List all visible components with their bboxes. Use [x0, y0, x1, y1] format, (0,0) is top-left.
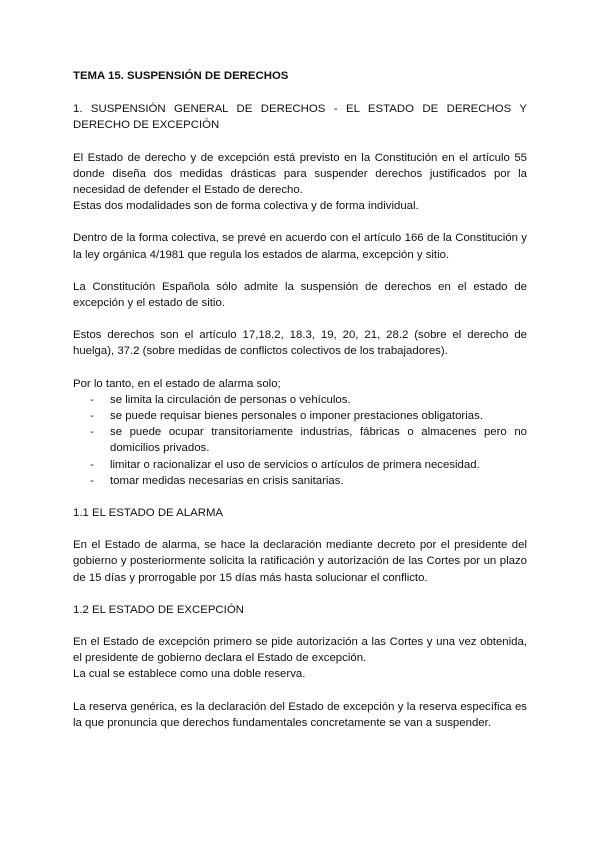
document-title: TEMA 15. SUSPENSIÓN DE DERECHOS — [73, 70, 289, 82]
list-item-text: se puede ocupar transitoriamente industrias, fábricas o almacenes pero no domicilios privados. — [110, 426, 527, 455]
list-item — [73, 424, 527, 456]
dash-bullet: - — [90, 410, 94, 423]
list-intro: Por lo tanto, en el estado de alarma solo; — [73, 377, 281, 390]
dash-bullet: - — [90, 426, 94, 439]
section-1-heading: 1. SUSPENSIÓN GENERAL DE DERECHOS - EL ESTADO DE DERECHOS Y DERECHO DE EXCEPCIÓN — [73, 103, 527, 132]
section-1-paragraph-1a: El Estado de derecho y de excepción está previsto en la Constitución en el artículo 55 donde diseña dos medidas drásticas para suspender derechos justificados por la necesidad de defender el Estado de derecho. — [73, 151, 527, 197]
list-item-text: limitar o racionalizar el uso de servicios o artículos de primera necesidad. — [110, 458, 480, 471]
alarm-measures-list — [73, 392, 527, 489]
section-1-paragraph-1b: Estas dos modalidades son de forma colectiva y de forma individual. — [73, 200, 419, 213]
list-item — [73, 392, 527, 408]
list-item-text: se puede requisar bienes personales o imponer prestaciones obligatorias. — [110, 410, 483, 423]
section-1-paragraph-3: La Constitución Española sólo admite la suspensión de derechos en el estado de excepción y el estado de sitio. — [73, 280, 527, 310]
dash-bullet: - — [90, 458, 94, 471]
section-1-paragraph-4: Estos derechos son el artículo 17,18.2, 18.3, 19, 20, 21, 28.2 (sobre el derecho de huelga), 37.2 (sobre medidas de conflictos colectivos de los trabajadores). — [73, 329, 527, 358]
list-item-text: tomar medidas necesarias en crisis sanitarias. — [110, 474, 344, 487]
dash-bullet: - — [90, 393, 94, 406]
dash-bullet: - — [90, 474, 94, 487]
section-1-1-heading: 1.1 EL ESTADO DE ALARMA — [73, 507, 224, 520]
list-item — [73, 408, 527, 424]
section-1-2-paragraph-2: La reserva genérica, es la declaración del Estado de excepción y la reserva específica es la que pronuncia que derechos fundamentales concretamente se van a suspender. — [73, 700, 527, 729]
list-item — [73, 457, 527, 473]
section-1-1-paragraph-1: En el Estado de alarma, se hace la declaración mediante decreto por el presidente del gobierno y posteriormente solicita la ratificación y autorización de las Cortes por un plazo de 15 días y prorrogable por 15 días más hasta solucionar el conflicto. — [73, 539, 527, 584]
list-item — [73, 473, 527, 489]
section-1-paragraph-2: Dentro de la forma colectiva, se prevé en acuerdo con el artículo 166 de la Constitución y la ley orgánica 4/1981 que regula los estados de alarma, excepción y sitio. — [73, 232, 527, 261]
section-1-2-paragraph-1a: En el Estado de excepción primero se pide autorización a las Cortes y una vez obtenida, el presidente de gobierno declara el Estado de excepción. — [73, 636, 527, 665]
section-1-2-heading: 1.2 EL ESTADO DE EXCEPCIÓN — [73, 603, 244, 616]
section-1-2-paragraph-1b: La cual se establece como una doble reserva. — [73, 668, 306, 681]
list-item-text: se limita la circulación de personas o vehículos. — [110, 393, 351, 406]
document-page — [73, 68, 527, 747]
